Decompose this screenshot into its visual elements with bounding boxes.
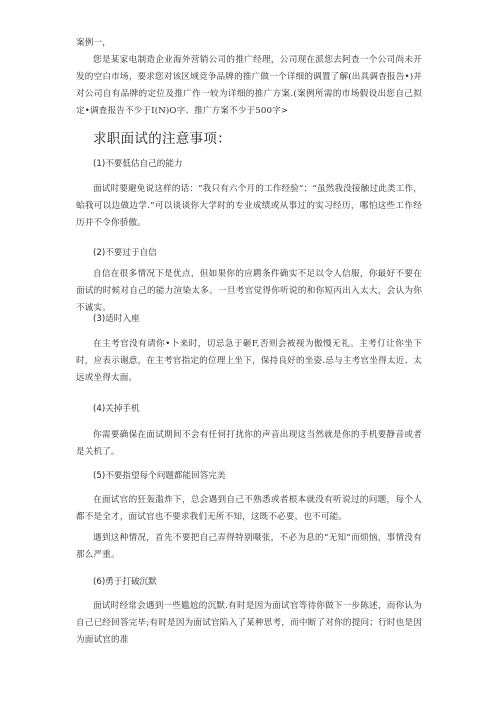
item-paragraph-3: 在主考官没有请你•卜来时，切忌急于砸F,否则会被视为傲慢无礼。主考仃让你坐下时，应表示谢意，在主考官指定的位理上坐下，保持良好的坐姿.忌与主考官坐得太近、太远或坐得太面。 <box>76 339 422 383</box>
item-paragraph-1: 面试时要避免说这样的话：“我只有六个月的工作经验”；“虽然我没接触过此类工作，蛤我可以边做边学.”可以谈谈你大学时的专业成绩或从事过的实习经历，哪怕这些工作经历并不令你骄傲。 <box>76 184 422 228</box>
item-paragraph-2: 自信在很多情况下是优点，但如果你的应聘条件确实不足以令人信服，你最好不要在面试的时候对自己的能力渲染太多。一旦考官觉得你听说的和你短丙出入太大，会认为你不诚实。 <box>76 269 422 313</box>
case-heading: 案例一， <box>76 38 111 48</box>
item-heading-1: (1)不要低估自己的能力 <box>93 159 183 169</box>
case-body: 您是某家电制造企业海外营销公司的推广经理，公司现在派您去阿查一个公司尚未开发的空白市场，要求您对该区域竞争品牌的推广做一个详细的调置了解(出具调杳报告•)并对公司自有品牌的定位及推广作一较为详细的推广方案.(案例所需的市场假设出您自己拟定•调査报告不少于I(N)O字、推广方案不少于500字> <box>76 55 422 116</box>
item-heading-3: (3)适时入座 <box>93 314 140 324</box>
item-heading-6: (6)勇于打破沉默 <box>93 577 157 587</box>
item-heading-2: (2)不要过于自信 <box>93 248 157 258</box>
item-paragraph-5b: 遇到这种情况，首先不要把自己弄得特别嗫张，不必为息的“无知”而烦恼，事情没有那么严重。 <box>76 533 422 560</box>
item-paragraph-6: 面试时经常会遇到一些尴尬的沉默.有时是因为面试官等待你做下一步陈述，而你认为自己已经回答完毕;有时是因为面试官陷入了某种思考，而中断了对你的提问；行时也是因为面试官的准 <box>76 601 422 645</box>
item-paragraph-5a: 在面试官的狂轰滥炸下，总会遇到自己不熟悉或者根本就没有听说过的问题，每个人都不是全才，面试官也不要求我们无所不知，这既不必要，也不可能。 <box>76 495 422 522</box>
item-heading-4: (4)关掉手机 <box>93 404 140 414</box>
item-heading-5: (5)不要指望每个问题都能回答完美 <box>93 471 226 481</box>
item-paragraph-4: 你需要确保在面试期间不会有任何打扰你的声音出现这当然就是你的手机要静音或者是关机了。 <box>76 430 422 457</box>
section-title: 求职面试的注意事项： <box>93 131 231 147</box>
